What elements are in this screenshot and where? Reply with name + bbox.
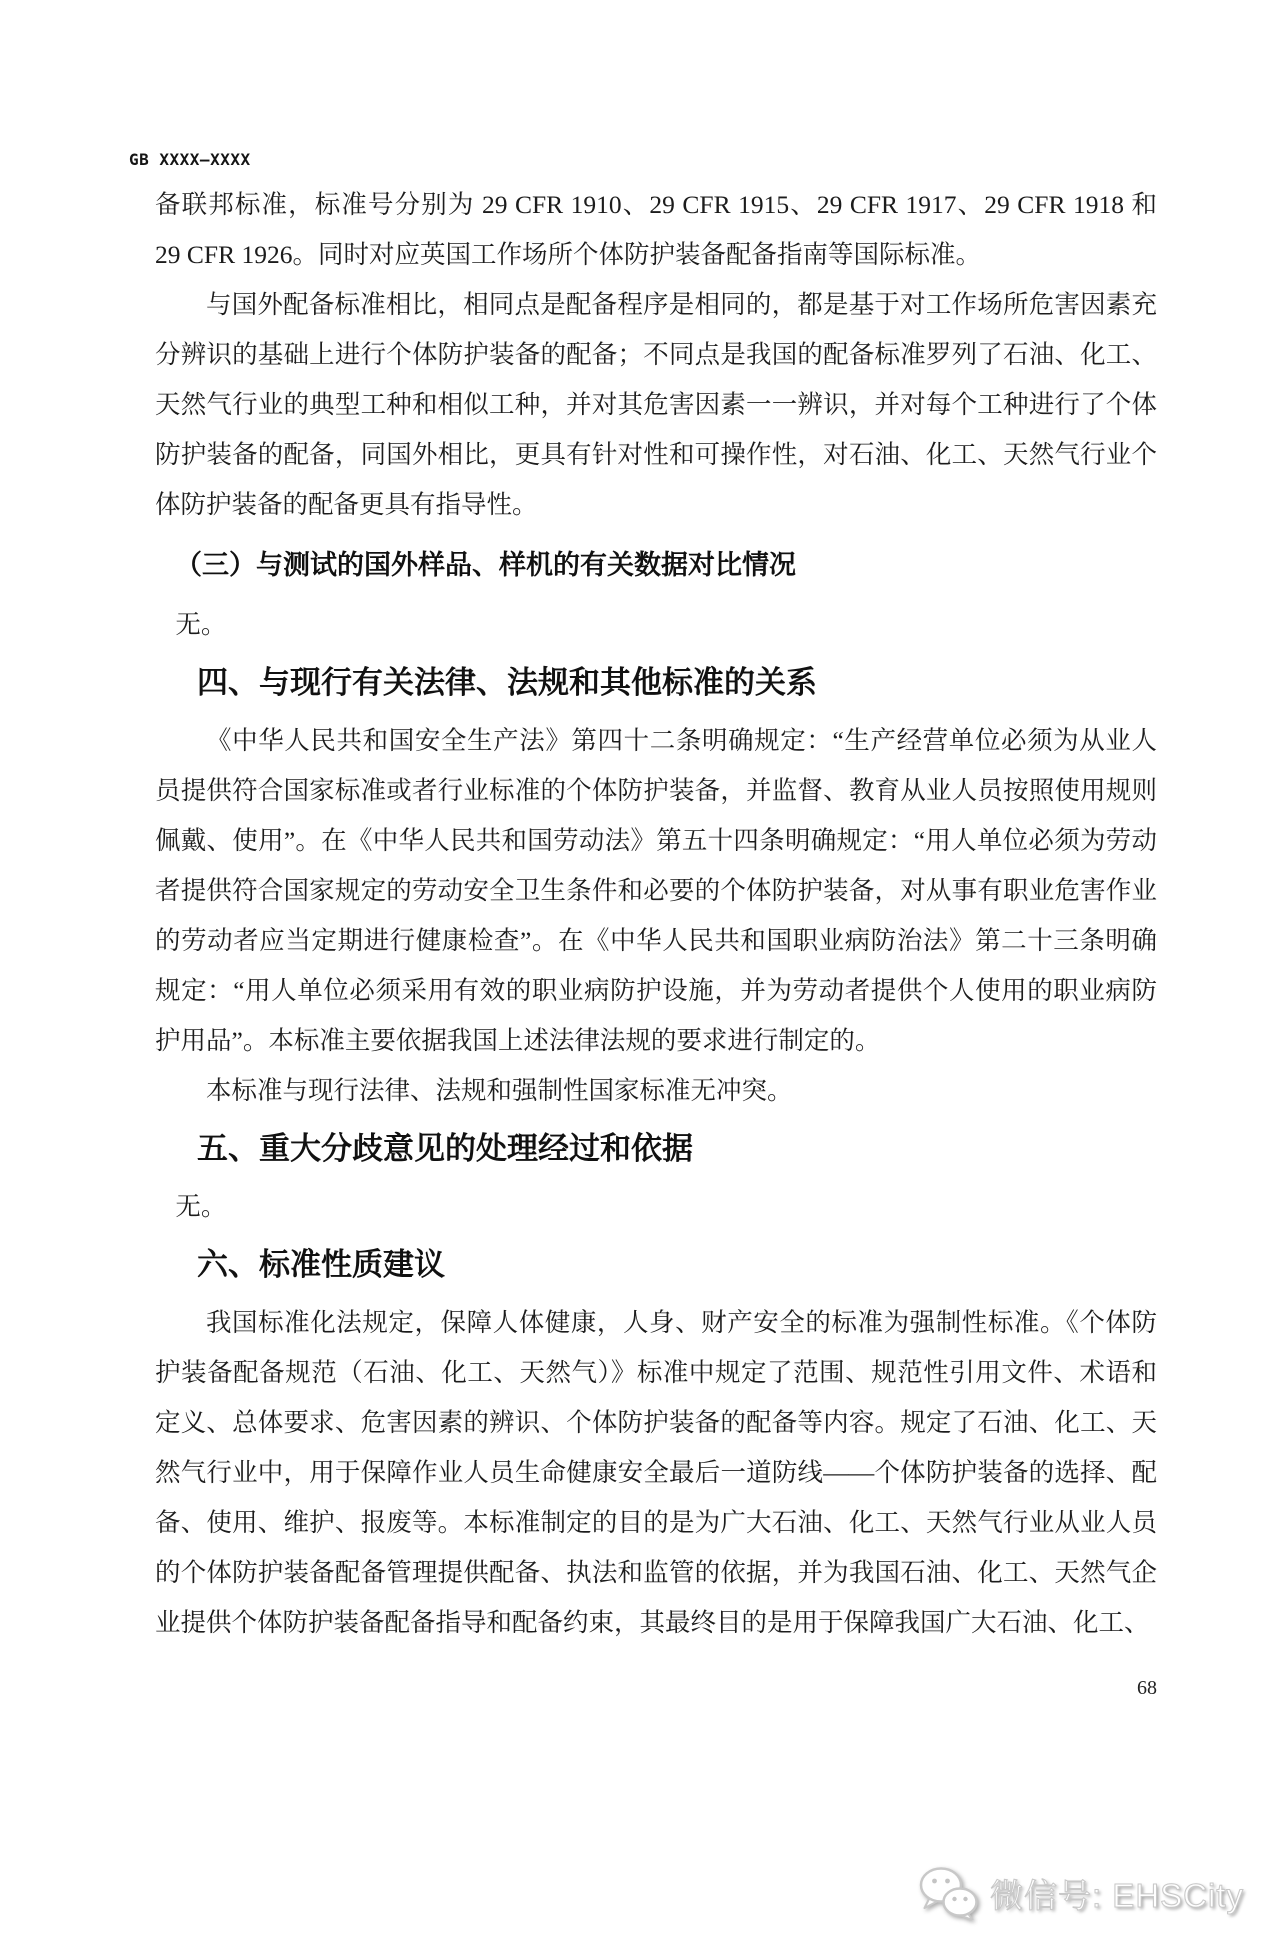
section-heading: 六、标准性质建议	[197, 1247, 445, 1282]
page-number: 68	[1137, 1677, 1157, 1699]
wechat-watermark	[918, 1866, 1244, 1920]
paragraph: 我国标准化法规定，保障人体健康，人身、财产安全的标准为强制性标准。《个体防护装备配备规范（石油、化工、天然气）》标准中规定了范围、规范性引用文件、术语和定义、总体要求、危害因素的辨识、个体防护装备的配备等内容。规定了石油、化工、天然气行业中，用于保障作业人员生命健康安全最后一道防线——个体防护装备的选择、配备、使用、维护、报废等。本标准制定的目的是为广大石油、化工、天然气行业从业人员的个体防护装备配备管理提供配备、执法和监管的依据，并为我国石油、化工、天然气企业提供个体防护装备配备指导和配备约束，其最终目的是用于保障我国广大石油、化工、	[155, 1308, 1157, 1637]
paragraph: 与国外配备标准相比，相同点是配备程序是相同的，都是基于对工作场所危害因素充分辨识的基础上进行个体防护装备的配备；不同点是我国的配备标准罗列了石油、化工、天然气行业的典型工种和相似工种，并对其危害因素一一辨识，并对每个工种进行了个体防护装备的配备，同国外相比，更具有针对性和可操作性，对石油、化工、天然气行业个体防护装备的配备更具有指导性。	[155, 290, 1157, 519]
wechat-account-label: 微信号: EHSCity	[989, 1876, 1244, 1914]
section-heading: 四、与现行有关法律、法规和其他标准的关系	[197, 665, 817, 700]
document-header-code: GB XXXX—XXXX	[129, 150, 251, 169]
document-blocks	[155, 180, 1157, 1648]
document-content	[0, 148, 1280, 1700]
section-heading: 五、重大分歧意见的处理经过和依据	[197, 1131, 693, 1166]
paragraph: 无。	[175, 610, 227, 639]
wechat-icon	[918, 1866, 978, 1920]
document-page	[0, 148, 1280, 1958]
paragraph: 本标准与现行法律、法规和强制性国家标准无冲突。	[206, 1076, 793, 1105]
subsection-heading: （三）与测试的国外样品、样机的有关数据对比情况	[175, 550, 796, 580]
paragraph: 无。	[175, 1192, 227, 1221]
paragraph: 《中华人民共和国安全生产法》第四十二条明确规定：“生产经营单位必须为从业人员提供符合国家标准或者行业标准的个体防护装备，并监督、教育从业人员按照使用规则佩戴、使用”。在《中华人民共和国劳动法》第五十四条明确规定：“用人单位必须为劳动者提供符合国家规定的劳动安全卫生条件和必要的个体防护装备，对从事有职业危害作业的劳动者应当定期进行健康检查”。在《中华人民共和国职业病防治法》第二十三条明确规定：“用人单位必须采用有效的职业病防护设施，并为劳动者提供个人使用的职业病防护用品”。本标准主要依据我国上述法律法规的要求进行制定的。	[155, 726, 1157, 1055]
paragraph: 备联邦标准，标准号分别为 29 CFR 1910、29 CFR 1915、29 CFR 1917、29 CFR 1918 和 29 CFR 1926。同时对应英国工作场所个体防护装备配备指南等国际标准。	[155, 190, 1157, 269]
